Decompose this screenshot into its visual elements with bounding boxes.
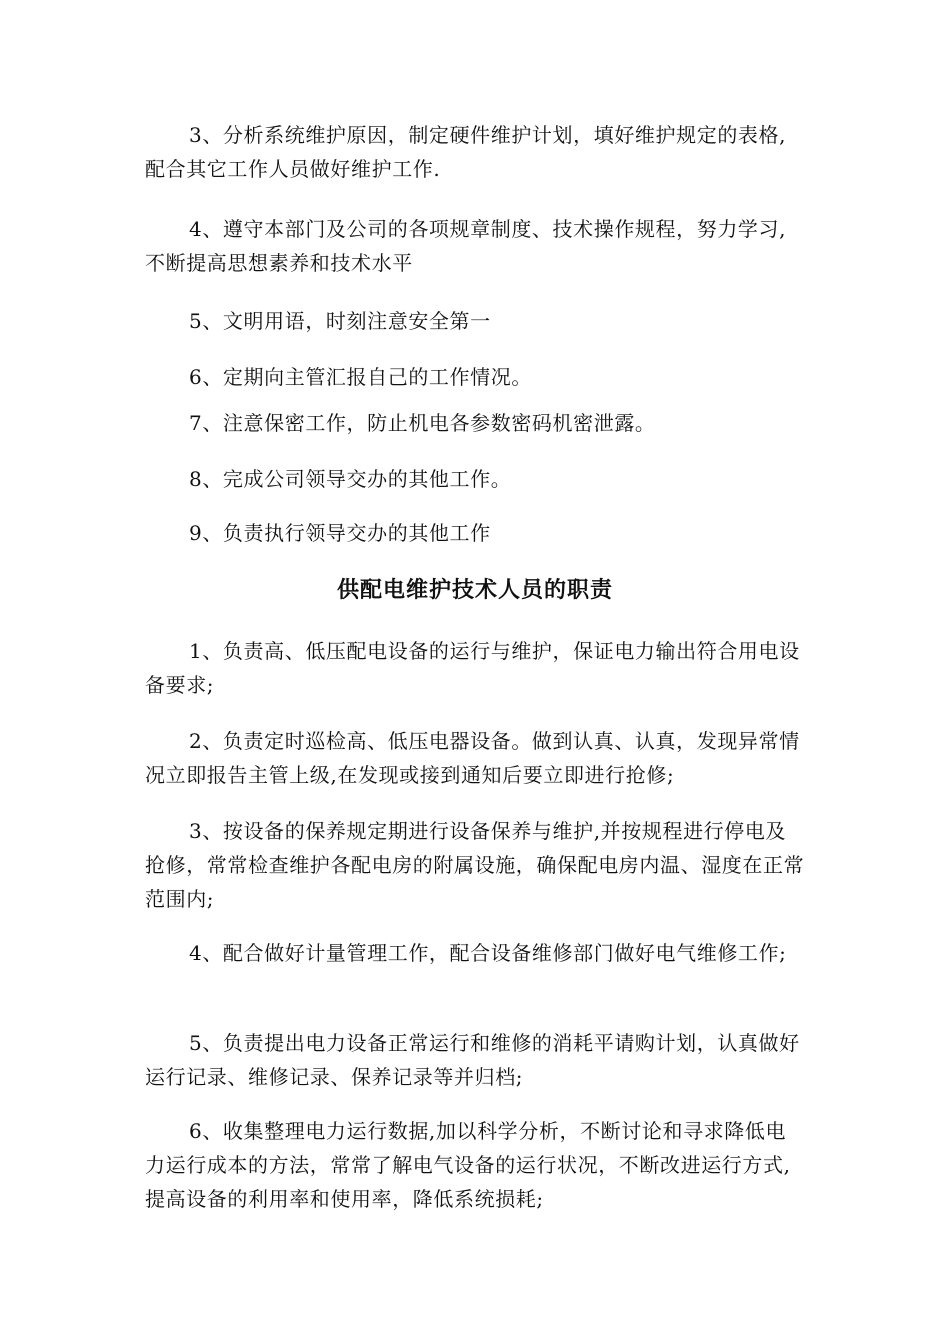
- duty-item-3: 3、分析系统维护原因，制定硬件维护计划，填好维护规定的表格,配合其它工作人员做好维护工作.: [145, 123, 787, 181]
- duty-item-5: 5、文明用语，时刻注意安全第一: [189, 309, 491, 333]
- power-duty-item-5: 5、负责提出电力设备正常运行和维修的消耗平请购计划，认真做好运行记录、维修记录、保养记录等并归档;: [145, 1031, 800, 1089]
- power-duty-item-6: 6、收集整理电力运行数据,加以科学分析，不断讨论和寻求降低电力运行成本的方法，常常了解电气设备的运行状况，不断改进运行方式,提高设备的利用率和使用率，降低系统损耗;: [145, 1119, 791, 1211]
- power-duty-item-2: 2、负责定时巡检高、低压电器设备。做到认真、认真，发现异常情况立即报告主管上级,在发现或接到通知后要立即进行抢修;: [145, 729, 800, 787]
- section-heading: 供配电维护技术人员的职责: [336, 578, 613, 603]
- duty-item-6: 6、定期向主管汇报自己的工作情况。: [189, 365, 532, 389]
- power-duty-item-1: 1、负责高、低压配电设备的运行与维护，保证电力输出符合用电设备要求;: [145, 639, 800, 697]
- duty-item-8: 8、完成公司领导交办的其他工作。: [189, 467, 512, 491]
- duty-item-9: 9、负责执行领导交办的其他工作: [189, 521, 491, 545]
- duty-item-7: 7、注意保密工作，防止机电各参数密码机密泄露。: [189, 411, 656, 435]
- duty-item-4: 4、遵守本部门及公司的各项规章制度、技术操作规程，努力学习,不断提高思想素养和技术水平: [145, 217, 787, 275]
- power-duty-item-4: 4、配合做好计量管理工作，配合设备维修部门做好电气维修工作;: [189, 941, 787, 965]
- power-duty-item-3: 3、按设备的保养规定期进行设备保养与维护,并按规程进行停电及抢修，常常检查维护各配电房的附属设施，确保配电房内温、湿度在正常范围内;: [145, 819, 805, 911]
